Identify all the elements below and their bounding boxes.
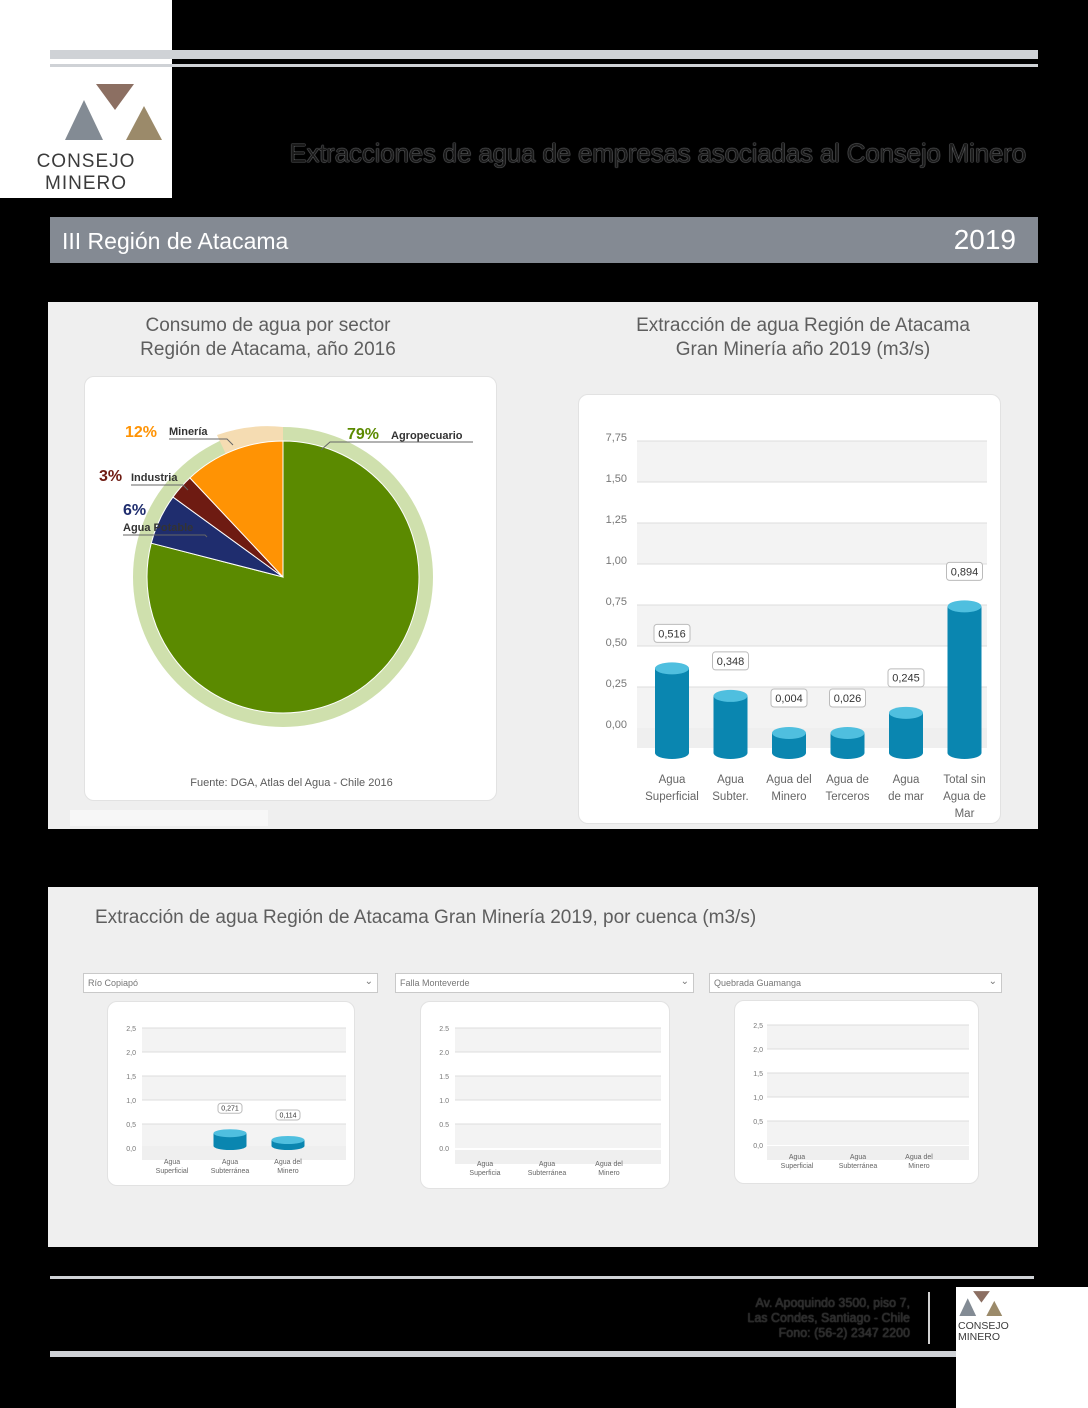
category-label: Minero <box>908 1163 930 1170</box>
pie-title-line1: Consumo de agua por sector <box>145 315 391 336</box>
bar-base <box>214 1142 247 1150</box>
category-label: Superficial <box>155 1168 189 1175</box>
bar-top <box>714 690 748 702</box>
y-tick-label: 2,0 <box>753 1047 763 1054</box>
y-tick-label: 0.0 <box>439 1146 449 1153</box>
logo-triangles-icon <box>62 84 166 142</box>
y-tick-label: 0,0 <box>126 1146 136 1153</box>
chevron-down-icon: ⌄ <box>364 976 373 987</box>
category-label: Agua del <box>905 1154 933 1161</box>
value-label: 0,245 <box>892 672 920 685</box>
category-label: Agua <box>892 774 920 786</box>
y-tick-label: 1,0 <box>753 1095 763 1102</box>
category-label: Agua <box>717 774 744 786</box>
plot-band <box>637 687 987 728</box>
category-label: Terceros <box>825 791 870 803</box>
y-tick-label: 0,0 <box>753 1143 763 1150</box>
y-tick-label: 1,00 <box>605 555 627 567</box>
bar-title-line2: Gran Minería año 2019 (m3/s) <box>675 339 931 360</box>
plot-band <box>142 1052 346 1076</box>
plot-band <box>455 1052 661 1076</box>
pie-percent-label: 12% <box>125 424 158 441</box>
footer-logo <box>956 1287 1088 1408</box>
basin-chart-2 <box>421 1002 671 1190</box>
basin-card-2 <box>420 1001 670 1189</box>
category-label: Agua <box>221 1159 239 1166</box>
value-label: 0,516 <box>658 628 686 641</box>
bar-base <box>831 747 865 759</box>
bar-top <box>655 662 689 674</box>
y-tick-label: 1,5 <box>126 1074 136 1081</box>
basin-chart-3 <box>735 1001 980 1185</box>
bar-top <box>214 1129 247 1137</box>
plot-band <box>767 1097 969 1121</box>
bar-top <box>831 727 865 739</box>
footer-rule-bottom <box>50 1351 1034 1357</box>
bar-body <box>655 668 689 753</box>
footer-rule-top <box>50 1276 1034 1279</box>
basin-title: Extracción de agua Región de Atacama Gran Minería 2019, por cuenca (m3/s) <box>95 907 757 928</box>
bar-base <box>655 747 689 759</box>
y-tick-label: 1,5 <box>753 1071 763 1078</box>
footer-logo-line2: MINERO <box>958 1331 1000 1343</box>
basin-panel <box>48 887 1038 1247</box>
basin-chart-1 <box>108 1002 356 1187</box>
y-tick-label: 2,0 <box>126 1050 136 1057</box>
plot-band <box>142 1028 346 1052</box>
plot-band <box>767 1025 969 1049</box>
pie-category-label: Industria <box>131 472 178 484</box>
bar-body <box>714 696 748 753</box>
pie-category-label: Minería <box>169 426 208 438</box>
y-tick-label: 0.5 <box>439 1122 449 1129</box>
value-label: 0,114 <box>279 1112 297 1120</box>
plot-band <box>637 523 987 564</box>
footer-logo-line1: CONSEJO <box>958 1320 1009 1332</box>
plot-base-band <box>637 728 987 748</box>
region-name: III Región de Atacama <box>62 228 289 254</box>
plot-band <box>142 1100 346 1124</box>
bar-title <box>588 314 1018 362</box>
basin-card-1 <box>107 1001 355 1186</box>
logo-line1: CONSEJO <box>36 151 136 172</box>
region-year: 2019 <box>953 224 1016 255</box>
y-tick-label: 1,50 <box>605 473 627 485</box>
category-label: Total sin <box>943 774 986 786</box>
y-tick-label: 0,75 <box>605 596 627 608</box>
y-tick-label: 2,5 <box>753 1023 763 1030</box>
category-label: Subterránea <box>210 1168 250 1175</box>
bar-top <box>272 1136 305 1144</box>
basin-card-3 <box>734 1000 979 1184</box>
bar-base <box>714 747 748 759</box>
bar-top <box>889 707 923 719</box>
y-tick-label: 1,0 <box>126 1098 136 1105</box>
top-rule-thin <box>50 64 1038 67</box>
basin-select-1-value: Río Copiapó <box>88 978 139 988</box>
plot-band <box>455 1100 661 1124</box>
category-label: Mar <box>954 808 975 820</box>
category-label: Agua <box>163 1159 181 1166</box>
bar-base <box>889 747 923 759</box>
y-tick-label: 7,75 <box>605 432 627 444</box>
value-label: 0,271 <box>221 1105 239 1113</box>
pie-percent-label: 3% <box>99 468 123 485</box>
bar-chart <box>579 395 1002 825</box>
category-label: Minero <box>598 1170 620 1177</box>
charts-panel <box>48 302 1038 829</box>
basin-select-2-value: Falla Monteverde <box>400 978 470 988</box>
chevron-down-icon: ⌄ <box>680 976 689 987</box>
category-label: Minero <box>771 791 807 803</box>
pie-source: Fuente: DGA, Atlas del Agua - Chile 2016 <box>190 777 393 789</box>
category-label: Subter. <box>712 791 749 803</box>
pie-card-shadow <box>70 810 268 826</box>
basin-select-2[interactable] <box>395 973 694 993</box>
category-label: Superficial <box>780 1163 814 1170</box>
plot-band <box>637 646 987 687</box>
plot-band <box>455 1076 661 1100</box>
plot-band <box>767 1049 969 1073</box>
logo-line2: MINERO <box>45 173 127 194</box>
category-label: Subterránea <box>838 1163 878 1170</box>
consejo-minero-logo <box>0 0 172 198</box>
footer-address-1: Av. Apoquindo 3500, piso 7, <box>755 1296 910 1310</box>
plot-band <box>637 564 987 605</box>
basin-select-3-value: Quebrada Guamanga <box>714 978 802 988</box>
bar-card <box>578 394 1001 824</box>
y-tick-label: 1.5 <box>439 1074 449 1081</box>
category-label: Agua <box>476 1161 494 1168</box>
category-label: Agua <box>538 1161 556 1168</box>
pie-percent-label: 79% <box>347 426 380 443</box>
pie-percent-label: 6% <box>123 502 147 519</box>
plot-band <box>637 482 987 523</box>
category-label: Agua de <box>943 791 986 803</box>
plot-band <box>142 1076 346 1100</box>
pie-title <box>108 314 428 362</box>
plot-band <box>455 1028 661 1052</box>
basin-select-3[interactable] <box>709 973 1002 993</box>
pie-chart <box>85 377 498 802</box>
category-label: Agua <box>788 1154 806 1161</box>
category-label: Agua <box>658 774 686 786</box>
category-label: Agua del <box>274 1159 302 1166</box>
plot-band <box>767 1121 969 1145</box>
category-label: Subterránea <box>527 1170 567 1177</box>
footer-address-2: Las Condes, Santiago - Chile <box>747 1311 910 1325</box>
bar-top <box>772 727 806 739</box>
chevron-down-icon: ⌄ <box>988 976 997 987</box>
category-label: de mar <box>888 791 924 803</box>
category-label: Superficia <box>469 1170 501 1177</box>
footer-divider <box>928 1292 930 1344</box>
bar-body <box>948 606 982 753</box>
pie-category-label: Agropecuario <box>391 430 463 442</box>
category-label: Superficial <box>645 791 699 803</box>
category-label: Agua de <box>826 774 869 786</box>
pie-card <box>84 376 497 801</box>
plot-band <box>455 1124 661 1148</box>
basin-select-1[interactable] <box>83 973 378 993</box>
y-tick-label: 0,50 <box>605 637 627 649</box>
bar-title-line1: Extracción de agua Región de Atacama <box>636 315 970 336</box>
category-label: Agua del <box>766 774 812 786</box>
y-tick-label: 2.5 <box>439 1026 449 1033</box>
y-tick-label: 0,5 <box>753 1119 763 1126</box>
y-tick-label: 0,5 <box>126 1122 136 1129</box>
value-label: 0,026 <box>833 692 862 705</box>
y-tick-label: 2,5 <box>126 1026 136 1033</box>
bar-body <box>889 713 923 753</box>
value-label: 0,894 <box>950 566 979 579</box>
pie-title-line2: Región de Atacama, año 2016 <box>140 339 396 360</box>
value-label: 0,348 <box>716 655 745 668</box>
bar-base <box>772 747 806 759</box>
footer-contact <box>600 1296 910 1341</box>
category-label: Agua del <box>595 1161 623 1168</box>
y-tick-label: 1.0 <box>439 1098 449 1105</box>
y-tick-label: 2.0 <box>439 1050 449 1057</box>
bar-top <box>948 600 982 612</box>
category-label: Agua <box>849 1154 867 1161</box>
page-title: Extracciones de agua de empresas asociadas al Consejo Minero <box>289 138 1026 168</box>
category-label: Minero <box>277 1168 299 1175</box>
pie-category-label: Agua Potable <box>123 522 194 534</box>
y-tick-label: 0,00 <box>605 719 627 731</box>
y-tick-label: 1,25 <box>605 514 627 526</box>
region-bar <box>50 217 1038 263</box>
bar-base <box>948 747 982 759</box>
value-label: 0,004 <box>775 692 803 705</box>
plot-band <box>767 1073 969 1097</box>
plot-band <box>637 441 987 482</box>
y-tick-label: 0,25 <box>605 678 627 690</box>
footer-logo-triangles-icon <box>958 1290 1004 1318</box>
footer-phone: Fono: (56-2) 2347 2200 <box>778 1326 910 1340</box>
top-rule-thick <box>50 50 1038 59</box>
